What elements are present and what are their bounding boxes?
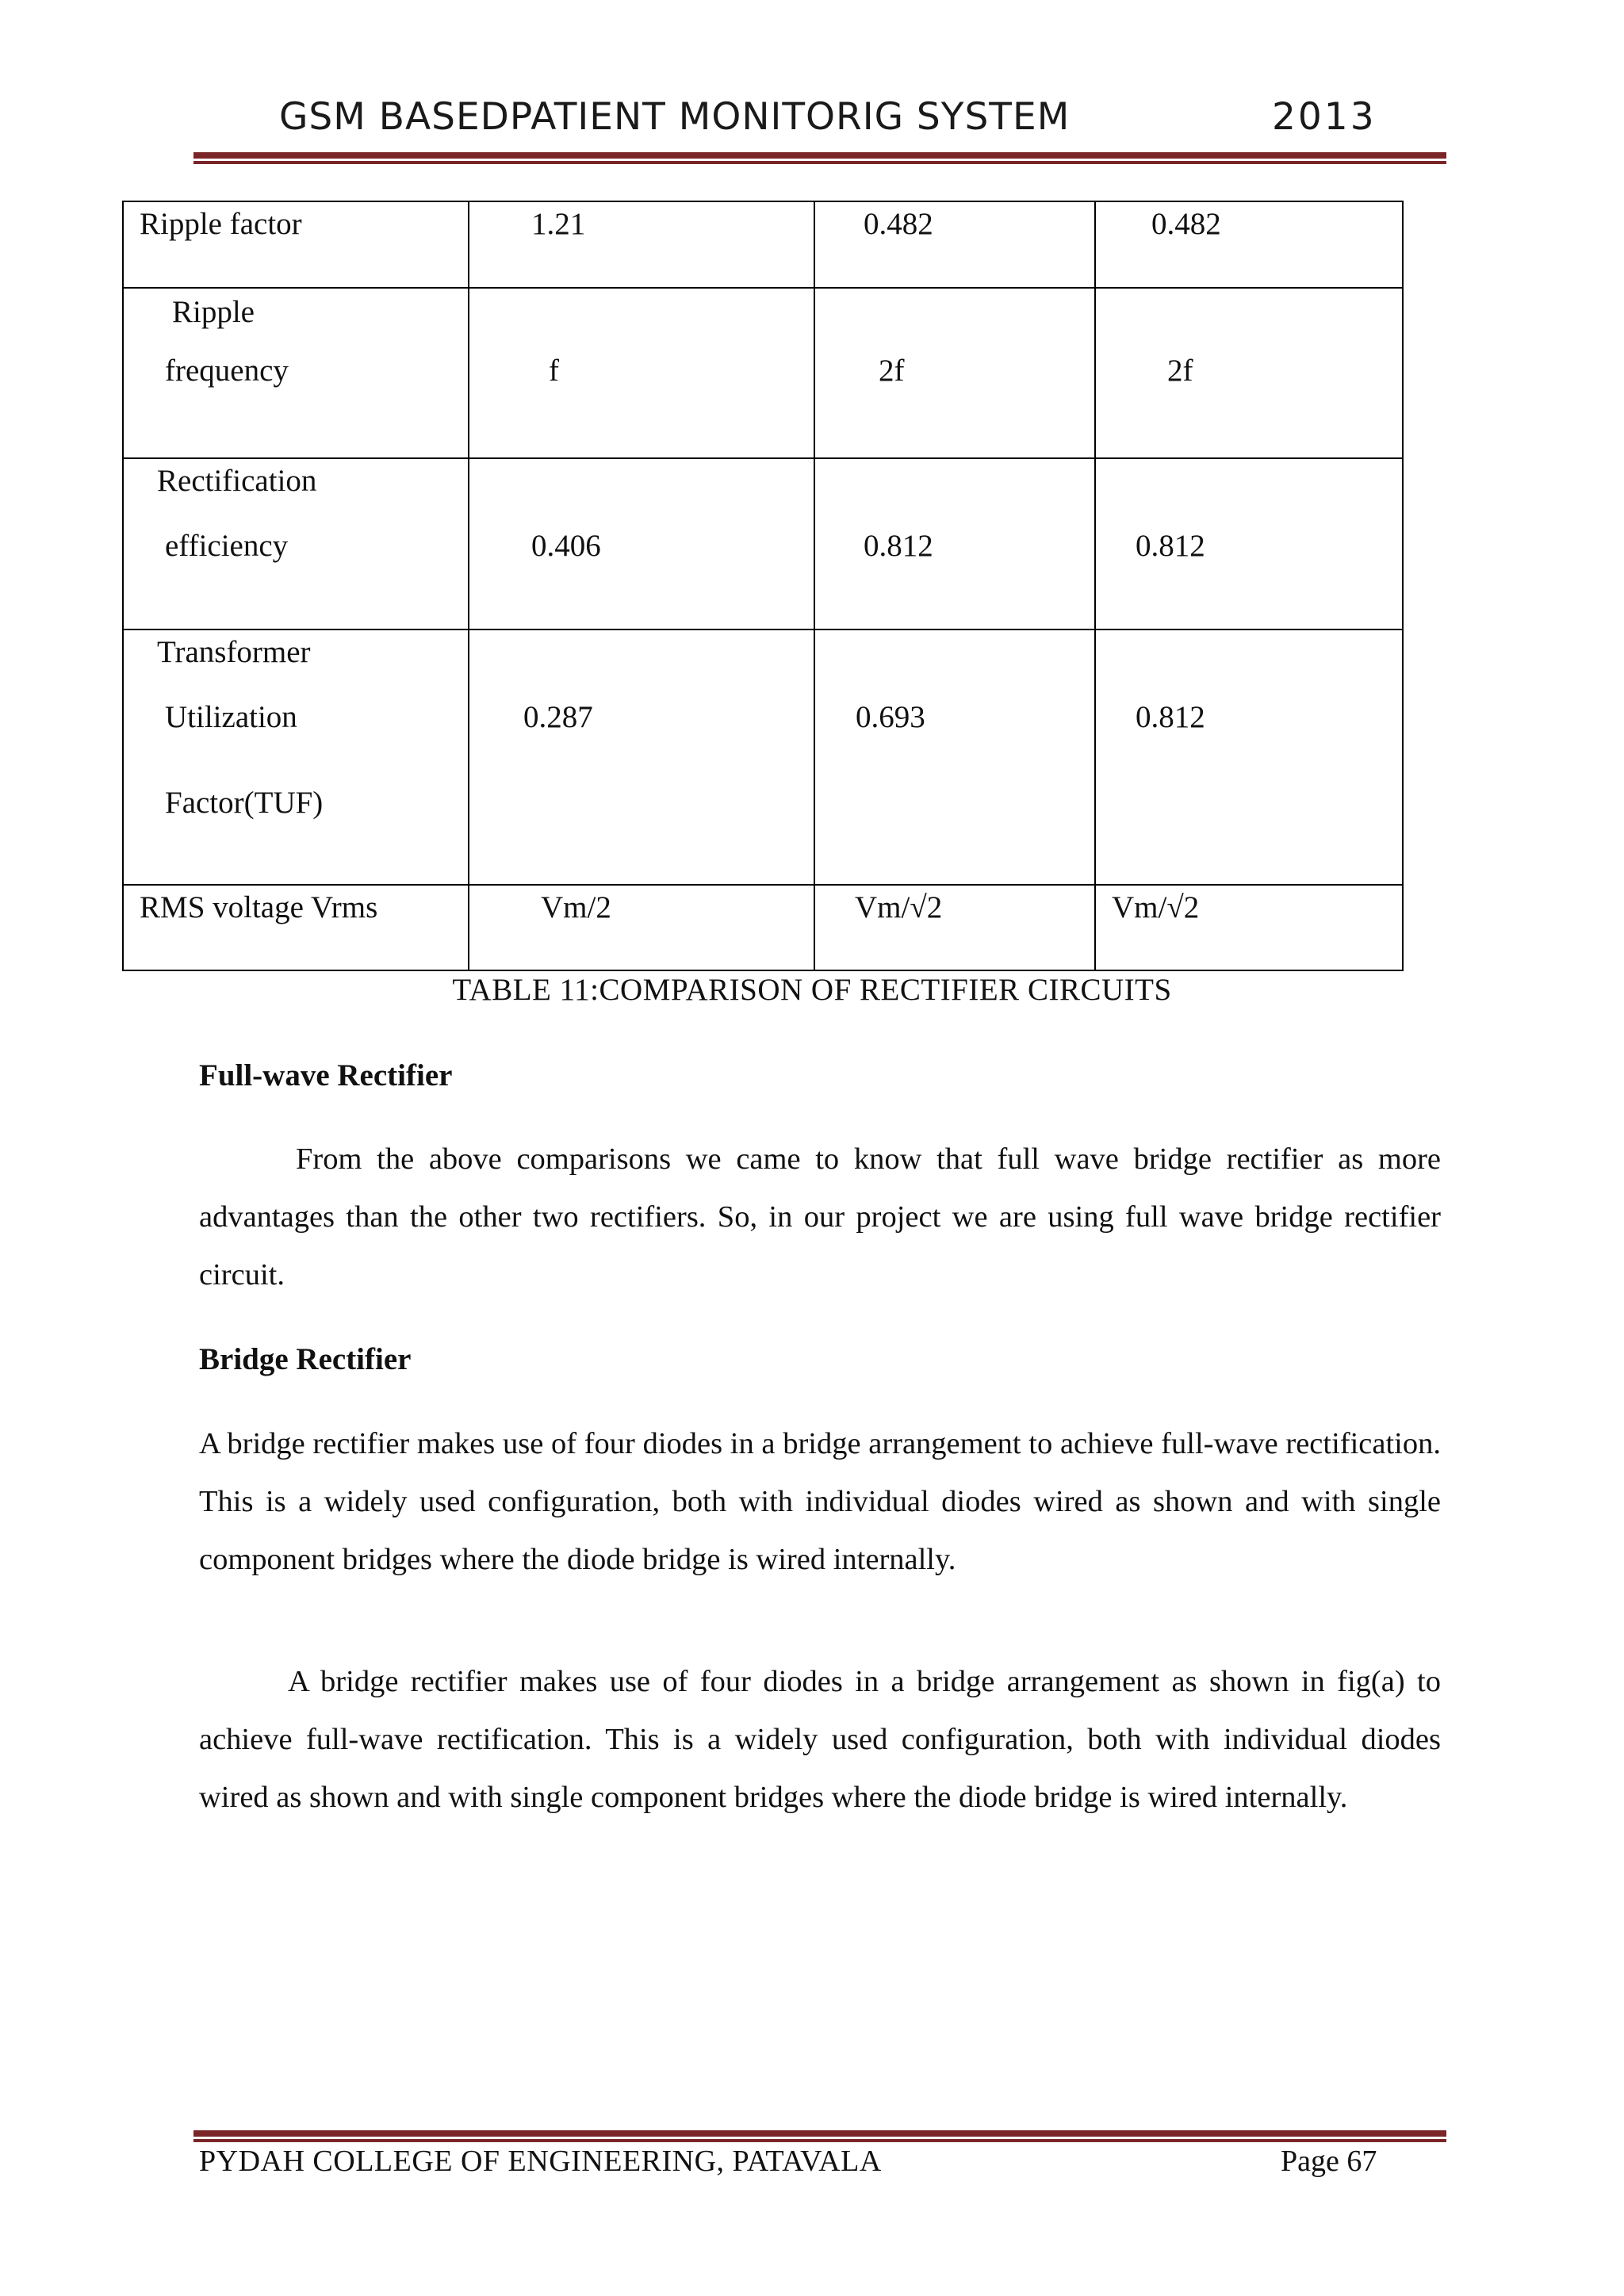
table-cell-value: 0.287 bbox=[469, 629, 814, 885]
table-cell-value: 2f bbox=[1095, 288, 1403, 458]
table-cell-label-line: Rectification bbox=[157, 464, 317, 498]
table-cell-value: 0.812 bbox=[1095, 629, 1403, 885]
table-cell-value: 0.406 bbox=[469, 458, 814, 629]
table-cell-label bbox=[123, 885, 469, 970]
table-cell-value: 0.812 bbox=[1095, 458, 1403, 629]
document-title: GSM BASEDPATIENT MONITORIG SYSTEM bbox=[279, 95, 1071, 139]
paragraph-full-wave: From the above comparisons we came to know that full wave bridge rectifier as more advantages than the other two rectifiers. So, in our project we are using full wave bridge rectifier circuit. bbox=[199, 1142, 1441, 1292]
table-cell-value: Vm/2 bbox=[469, 885, 814, 970]
paragraph-bridge-1: A bridge rectifier makes use of four diodes in a bridge arrangement to achieve full-wave rectification. This is a widely used configuration, both with individual diodes wired as shown and with single component bridges where the diode bridge is wired internally. bbox=[199, 1427, 1441, 1576]
table-cell-label bbox=[123, 458, 469, 629]
footer-college-name: PYDAH COLLEGE OF ENGINEERING, PATAVALA bbox=[199, 2145, 882, 2178]
table-cell-label-line: frequency bbox=[165, 354, 289, 388]
section-heading-bridge: Bridge Rectifier bbox=[199, 1342, 412, 1376]
table-cell-value: 0.693 bbox=[814, 629, 1095, 885]
table-cell-label bbox=[123, 288, 469, 458]
table-row-transformer-utilization-factor bbox=[123, 629, 1403, 885]
table-row-ripple-frequency bbox=[123, 288, 1403, 458]
table-cell-label-line: Transformer bbox=[157, 635, 311, 669]
table-row-rectification-efficiency bbox=[123, 458, 1403, 629]
table-cell-value: Vm/√2 bbox=[814, 885, 1095, 970]
comparison-table bbox=[122, 201, 1404, 971]
table-row-rms-voltage bbox=[123, 885, 1403, 970]
table-cell-value: 0.812 bbox=[814, 458, 1095, 629]
table-cell-value: Vm/√2 bbox=[1095, 885, 1403, 970]
table-cell-label-line: Ripple factor bbox=[140, 207, 302, 241]
footer-rule-thick bbox=[193, 2130, 1446, 2137]
section-heading-full-wave: Full-wave Rectifier bbox=[199, 1058, 453, 1093]
paragraph-bridge-2: A bridge rectifier makes use of four diodes in a bridge arrangement as shown in fig(a) to achieve full-wave rectification. This is a widely used configuration, both with individual diodes wired as shown and with single component bridges where the diode bridge is wired internally. bbox=[199, 1665, 1441, 1814]
table-cell-label-line: Utilization bbox=[165, 700, 297, 734]
table-cell-value: 0.482 bbox=[814, 201, 1095, 288]
table-cell-value: 2f bbox=[814, 288, 1095, 458]
footer-rule-thin bbox=[193, 2139, 1446, 2142]
table-cell-label bbox=[123, 201, 469, 288]
table-cell-label-line: RMS voltage Vrms bbox=[140, 890, 378, 924]
footer-page-number: Page 67 bbox=[1281, 2145, 1377, 2178]
header-rule-thin bbox=[193, 161, 1446, 164]
table-cell-value: f bbox=[469, 288, 814, 458]
table-cell-label bbox=[123, 629, 469, 885]
document-year: 2013 bbox=[1272, 95, 1377, 139]
table-cell-value: 0.482 bbox=[1095, 201, 1403, 288]
table-cell-label-line: efficiency bbox=[165, 529, 289, 563]
header-rule-thick bbox=[193, 152, 1446, 159]
table-cell-label-line: Factor(TUF) bbox=[165, 786, 324, 820]
table-cell-value: 1.21 bbox=[469, 201, 814, 288]
table-caption: TABLE 11:COMPARISON OF RECTIFIER CIRCUITS bbox=[452, 973, 1172, 1007]
table-cell-label-line: Ripple bbox=[172, 295, 255, 329]
table-row-ripple-factor bbox=[123, 201, 1403, 288]
